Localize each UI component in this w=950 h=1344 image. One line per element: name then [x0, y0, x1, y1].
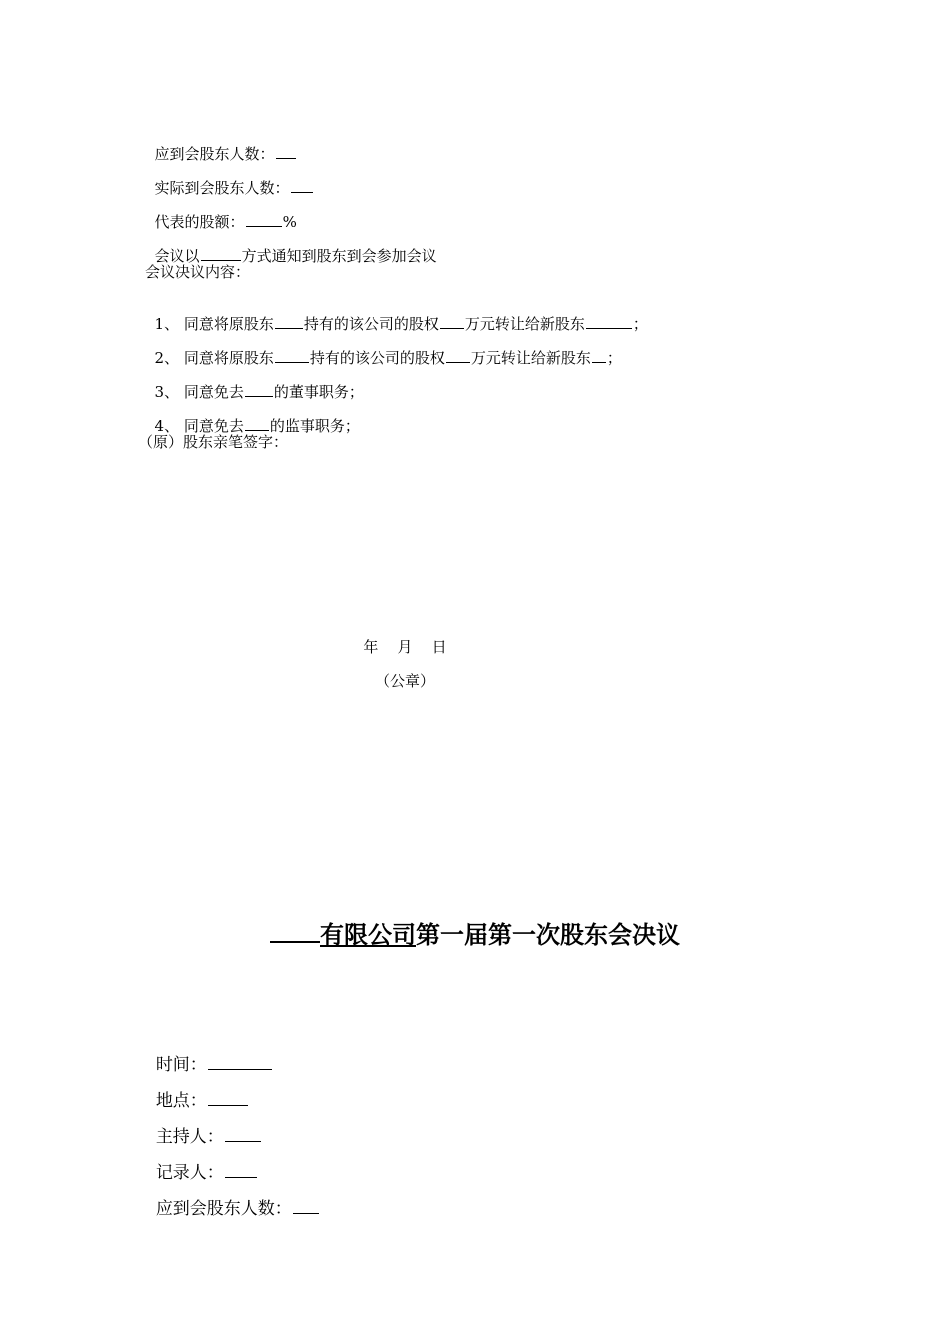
host-line — [145, 1108, 262, 1146]
item-number: 2、 — [154, 349, 180, 367]
host-label: 主持人： — [155, 1127, 224, 1147]
resolution-item-4 — [145, 401, 360, 434]
expected-shareholders-line-2 — [145, 1180, 320, 1218]
blank-field — [440, 314, 464, 329]
blank-field — [275, 314, 303, 329]
item-text: 万元转让给新股东 — [464, 315, 585, 333]
resolution-item-1 — [145, 299, 648, 332]
signature-label: （原）股东亲笔签字： — [138, 433, 289, 451]
blank-field — [246, 212, 282, 227]
seal-label: （公章） — [374, 672, 435, 690]
expected-shareholders-label: 应到会股东人数： — [154, 145, 275, 163]
title-company: 有限公司 — [320, 921, 416, 949]
blank-field — [586, 314, 632, 329]
place-line — [145, 1072, 249, 1110]
actual-shareholders-label: 实际到会股东人数： — [154, 179, 290, 197]
title-blank — [270, 917, 320, 943]
recorder-label: 记录人： — [155, 1163, 224, 1183]
blank-field — [276, 144, 296, 159]
percent-sign: % — [282, 213, 297, 231]
resolution-heading: 会议决议内容： — [145, 263, 251, 281]
item-text: 同意将原股东 — [183, 349, 274, 367]
item-text: 的董事职务； — [273, 383, 364, 401]
blank-field — [245, 382, 273, 397]
title-rest: 第一届第一次股东会决议 — [416, 921, 680, 949]
blank-field — [225, 1161, 257, 1178]
notice-line — [145, 231, 437, 264]
blank-field — [275, 348, 309, 363]
blank-field — [291, 178, 313, 193]
item-number: 1、 — [154, 315, 180, 333]
item-end: ； — [606, 349, 622, 367]
blank-field — [208, 1053, 272, 1070]
blank-field — [225, 1125, 261, 1142]
item-text: 同意免去 — [183, 383, 244, 401]
notice-prefix: 会议以 — [154, 247, 200, 265]
notice-suffix: 方式通知到股东到会参加会议 — [241, 247, 437, 265]
item-text: 同意免去 — [183, 417, 244, 435]
blank-field — [245, 416, 269, 431]
blank-field — [201, 246, 241, 261]
blank-field — [293, 1197, 319, 1214]
item-end: ； — [632, 315, 648, 333]
resolution-item-2 — [145, 333, 622, 366]
blank-field — [592, 348, 606, 363]
actual-shareholders-line — [145, 163, 314, 196]
item-text: 的监事职务； — [269, 417, 360, 435]
blank-field — [208, 1089, 248, 1106]
item-text: 持有的该公司的股权 — [309, 349, 445, 367]
item-number: 3、 — [154, 383, 180, 401]
date-line: 年 月 日 — [363, 638, 447, 656]
recorder-line — [145, 1144, 258, 1182]
item-number: 4、 — [154, 417, 180, 435]
page-title — [0, 917, 950, 947]
time-label: 时间： — [155, 1055, 207, 1075]
expected-shareholders-label: 应到会股东人数： — [155, 1199, 292, 1219]
blank-field — [446, 348, 470, 363]
resolution-item-3 — [145, 367, 364, 400]
place-label: 地点： — [155, 1091, 207, 1111]
time-line — [145, 1036, 273, 1074]
expected-shareholders-line — [145, 129, 297, 162]
item-text: 同意将原股东 — [183, 315, 274, 333]
item-text: 万元转让给新股东 — [470, 349, 591, 367]
item-text: 持有的该公司的股权 — [303, 315, 439, 333]
shares-line — [145, 197, 297, 230]
shares-label: 代表的股额： — [154, 213, 245, 231]
